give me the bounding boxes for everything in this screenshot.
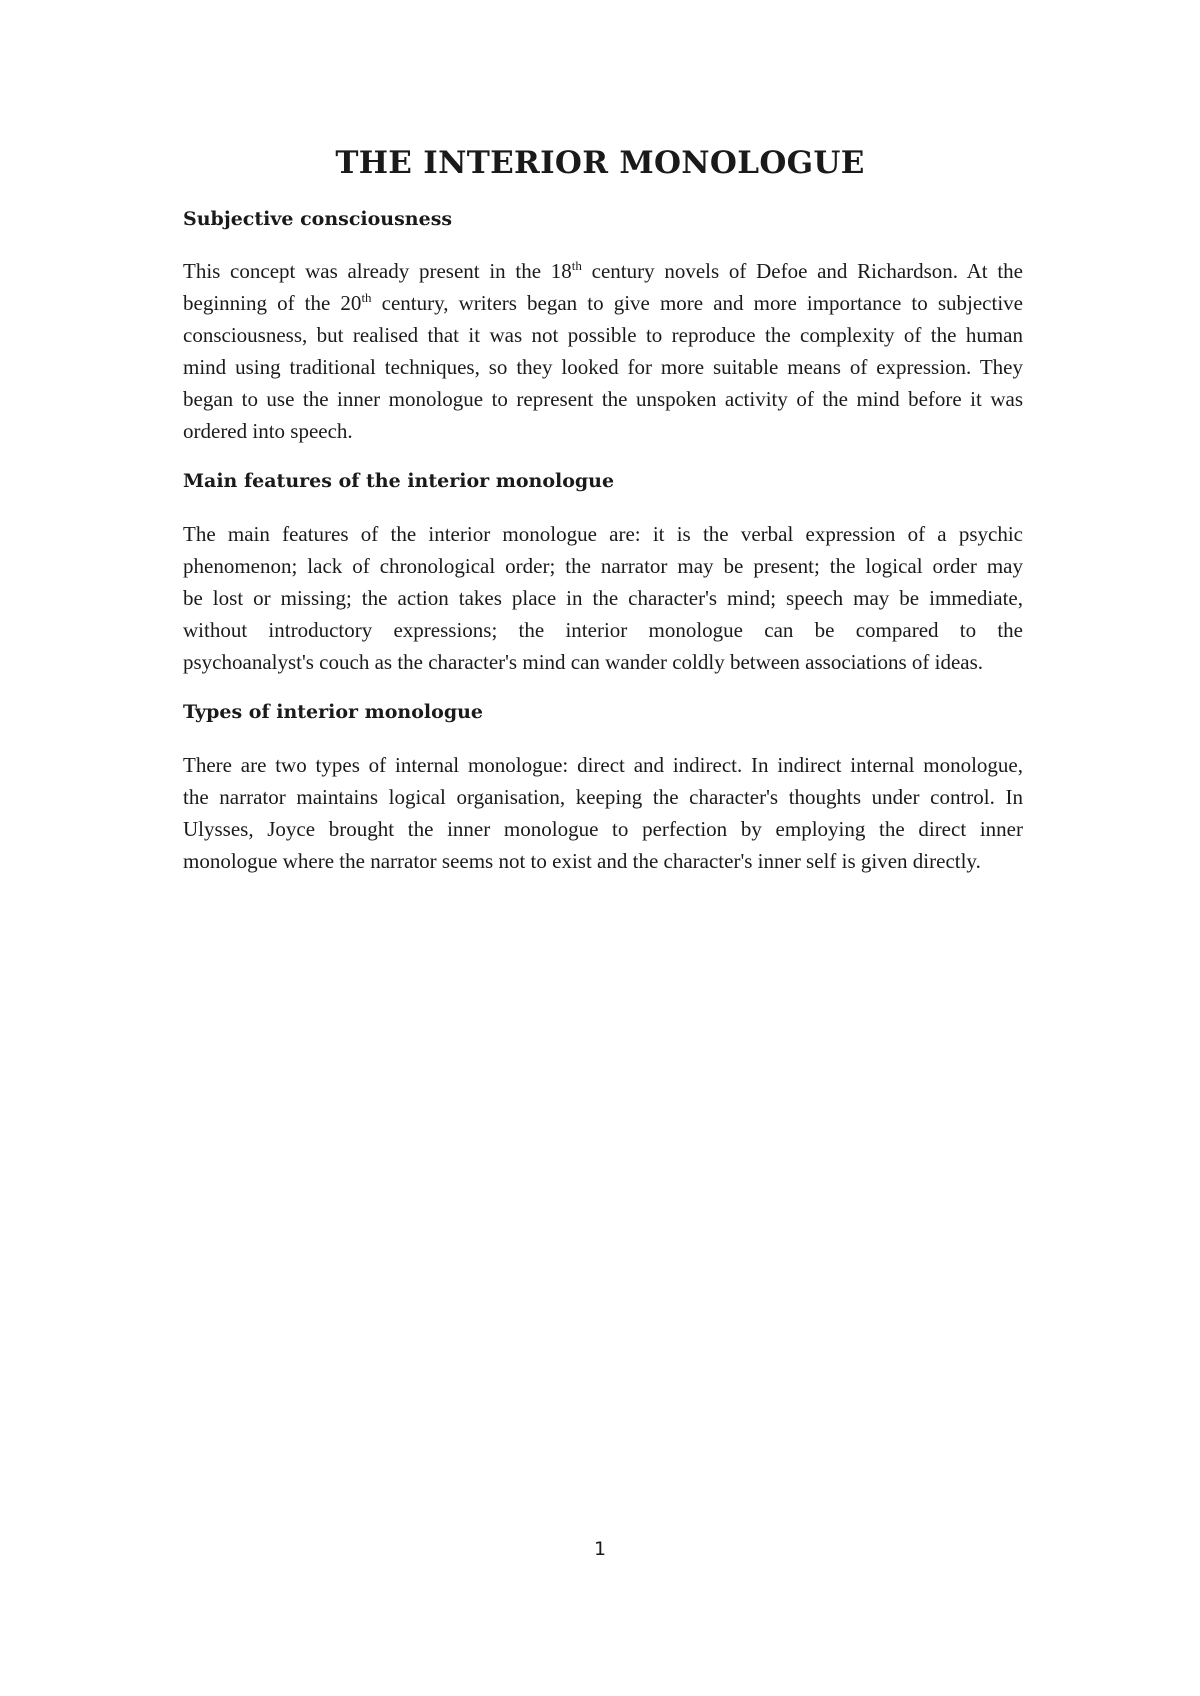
superscript: th (361, 290, 372, 305)
section-paragraph-types (183, 749, 1023, 877)
page-title: THE INTERIOR MONOLOGUE (335, 145, 865, 181)
paragraph-line: without introductory expressions; the interior monologue can be compared to the (183, 618, 1023, 642)
section-paragraph-subjective-consciousness (183, 255, 1023, 447)
page-number: 1 (593, 1538, 607, 1560)
paragraph-line: consciousness, but realised that it was not possible to reproduce the complexity of the human (183, 323, 1023, 347)
paragraph-line: ordered into speech. (183, 419, 353, 443)
paragraph-line: This concept was already present in the 18th century novels of Defoe and Richardson. At the (183, 258, 1023, 283)
paragraph-line: psychoanalyst's couch as the character's mind can wander coldly between associations of ideas. (183, 650, 984, 674)
paragraph-line: There are two types of internal monologue: direct and indirect. In indirect internal monologue, (183, 753, 1023, 777)
paragraph-line: Ulysses, Joyce brought the inner monologue to perfection by employing the direct inner (183, 817, 1023, 841)
superscript: th (571, 258, 582, 273)
paragraph-line: began to use the inner monologue to represent the unspoken activity of the mind before it was (183, 387, 1023, 411)
paragraph-line: the narrator maintains logical organisation, keeping the character's thoughts under control. In (183, 785, 1023, 809)
section-heading-subjective-consciousness: Subjective consciousness (183, 208, 453, 230)
paragraph-line: beginning of the 20th century, writers began to give more and more importance to subjective (183, 290, 1023, 315)
section-heading-types: Types of interior monologue (183, 701, 484, 723)
paragraph-line: monologue where the narrator seems not to exist and the character's inner self is given directly. (183, 849, 981, 873)
paragraph-line: be lost or missing; the action takes place in the character's mind; speech may be immediate, (183, 586, 1023, 610)
section-paragraph-main-features (183, 518, 1023, 678)
paragraph-line: phenomenon; lack of chronological order; the narrator may be present; the logical order may (183, 554, 1023, 578)
section-heading-main-features: Main features of the interior monologue (183, 470, 615, 492)
paragraph-line: mind using traditional techniques, so they looked for more suitable means of expression. They (183, 355, 1023, 379)
paragraph-line: The main features of the interior monologue are: it is the verbal expression of a psychic (183, 522, 1023, 546)
